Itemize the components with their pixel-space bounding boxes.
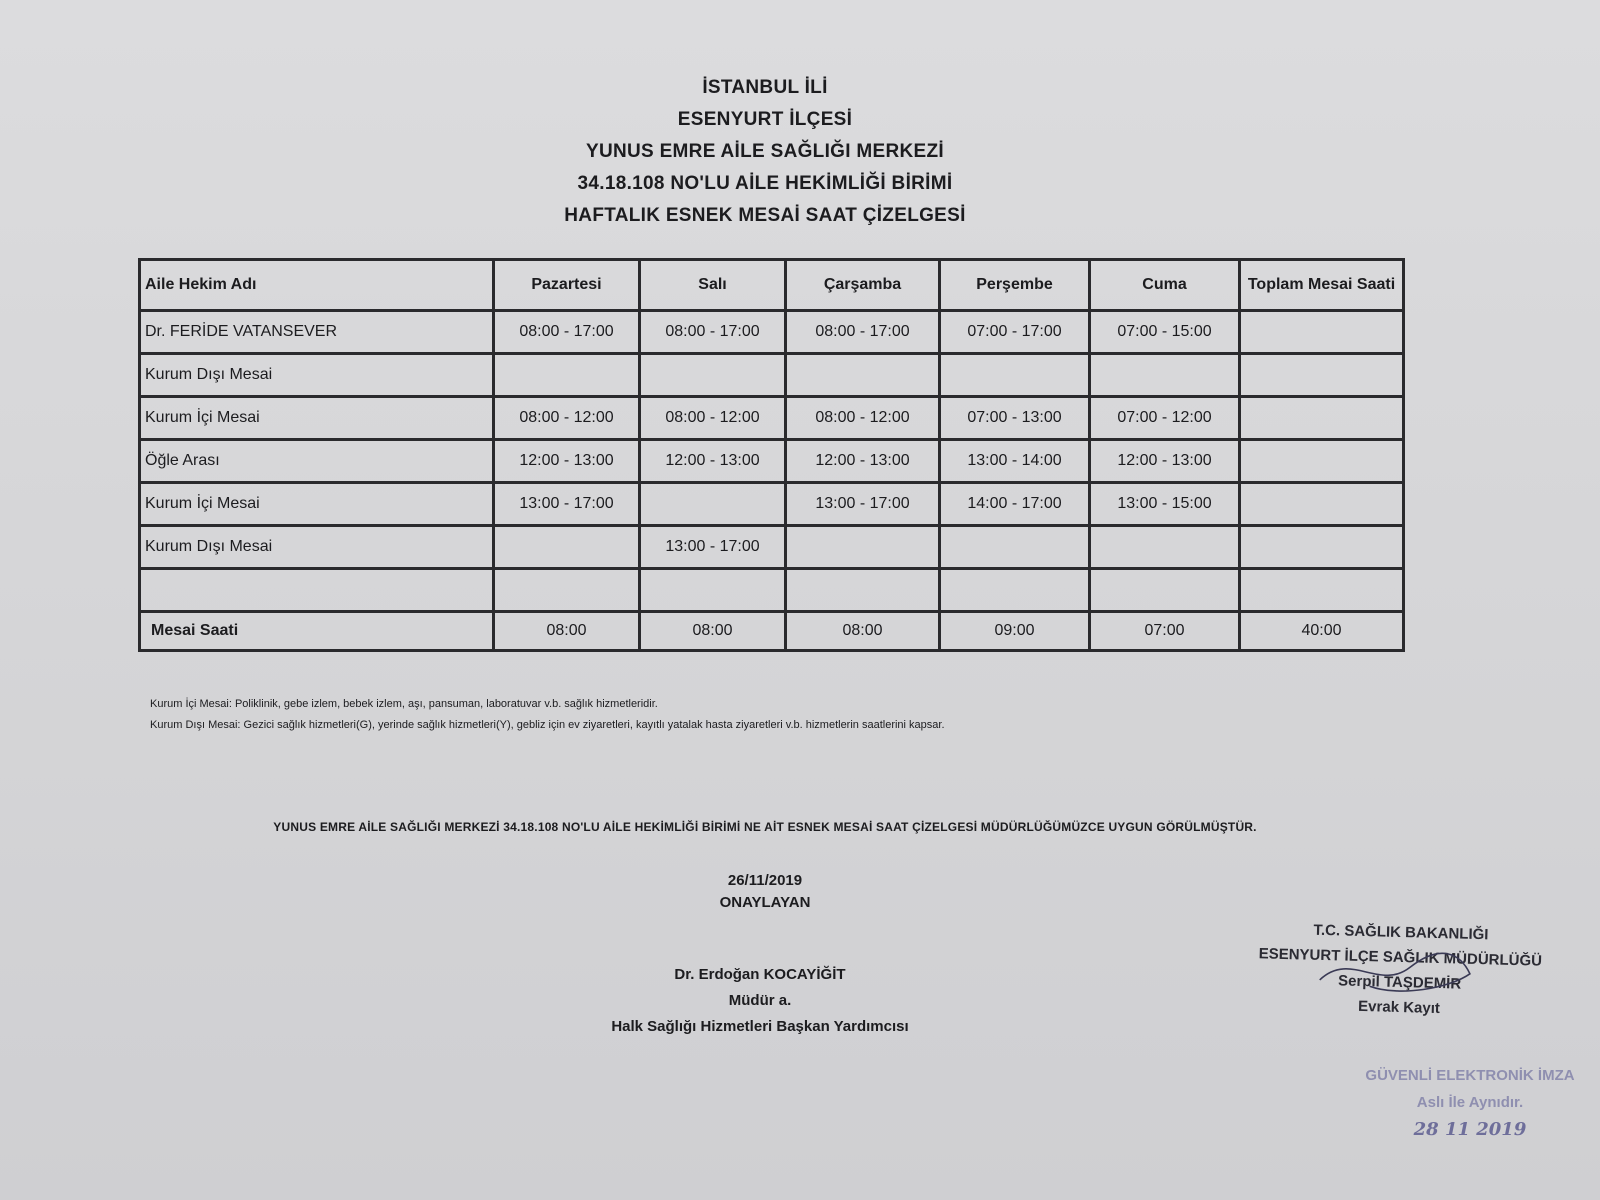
table-cell: 08:00 — [786, 612, 940, 651]
table-cell: 13:00 - 14:00 — [940, 440, 1090, 483]
table-row — [140, 440, 1404, 483]
table-cell — [640, 569, 786, 612]
table-row — [140, 354, 1404, 397]
signer-name: Dr. Erdoğan KOCAYİĞİT — [674, 966, 846, 983]
header-health-center: YUNUS EMRE AİLE SAĞLIĞI MERKEZİ — [585, 141, 944, 162]
table-cell: 13:00 - 17:00 — [786, 483, 940, 526]
table-cell — [940, 354, 1090, 397]
row-label: Kurum Dışı Mesai — [140, 354, 494, 397]
table-cell — [640, 483, 786, 526]
row-label: Kurum Dışı Mesai — [140, 526, 494, 569]
table-row — [140, 483, 1404, 526]
table-row — [140, 569, 1404, 612]
table-cell: 12:00 - 13:00 — [1090, 440, 1240, 483]
document-title: HAFTALIK ESNEK MESAİ SAAT ÇİZELGESİ — [564, 205, 966, 226]
table-cell — [494, 526, 640, 569]
schedule-table — [138, 258, 1405, 652]
table-row — [140, 526, 1404, 569]
stamp-directorate: ESENYURT İLÇE SAĞLIK MÜDÜRLÜĞÜ — [1258, 945, 1543, 970]
table-cell — [940, 526, 1090, 569]
row-label — [140, 569, 494, 612]
table-cell — [1090, 526, 1240, 569]
table-cell: 08:00 - 12:00 — [786, 397, 940, 440]
document-header — [0, 72, 1530, 232]
header-district: ESENYURT İLÇESİ — [677, 109, 853, 130]
row-label: Öğle Arası — [140, 440, 494, 483]
approval-statement: YUNUS EMRE AİLE SAĞLIĞI MERKEZİ 34.18.108 NO'LU AİLE HEKİMLİĞİ BİRİMİ NE AİT ESNEK MESAİ SAAT ÇİZELGESİ MÜDÜRLÜĞÜMÜZCE UYGUN GÖRÜLMÜŞTÜR. — [273, 820, 1257, 834]
column-header: Çarşamba — [786, 260, 940, 311]
table-cell — [1240, 440, 1404, 483]
row-label: Dr. FERİDE VATANSEVER — [140, 311, 494, 354]
header-province: İSTANBUL İLİ — [702, 77, 828, 98]
header-unit: 34.18.108 NO'LU AİLE HEKİMLİĞİ BİRİMİ — [577, 173, 953, 194]
signature-scribble — [1309, 940, 1481, 1004]
table-cell — [1240, 526, 1404, 569]
stamp-registry: Evrak Kayıt — [1357, 997, 1441, 1018]
table-cell: 08:00 - 12:00 — [494, 397, 640, 440]
table-cell — [1090, 354, 1240, 397]
table-cell: 12:00 - 13:00 — [494, 440, 640, 483]
table-header-row — [140, 260, 1404, 311]
table-cell — [1240, 569, 1404, 612]
table-cell: 13:00 - 15:00 — [1090, 483, 1240, 526]
signer-block — [560, 962, 960, 1040]
table-cell: 07:00 - 13:00 — [940, 397, 1090, 440]
table-cell — [786, 569, 940, 612]
table-cell: 07:00 - 17:00 — [940, 311, 1090, 354]
esign-true-copy: Aslı İle Aynıdır. — [1416, 1094, 1524, 1111]
column-header: Toplam Mesai Saati — [1240, 260, 1404, 311]
approver-title: ONAYLAYAN — [719, 894, 811, 911]
table-cell: 07:00 - 15:00 — [1090, 311, 1240, 354]
table-cell: 08:00 - 12:00 — [640, 397, 786, 440]
table-cell — [940, 569, 1090, 612]
column-header: Cuma — [1090, 260, 1240, 311]
signer-position: Halk Sağlığı Hizmetleri Başkan Yardımcısı — [611, 1018, 909, 1035]
table-cell — [1090, 569, 1240, 612]
total-row — [140, 612, 1404, 651]
table-cell — [1240, 397, 1404, 440]
note-internal-hours: Kurum İçi Mesai: Poliklinik, gebe izlem, bebek izlem, aşı, pansuman, laboratuvar v.b. sağlık hizmetleridir. — [150, 698, 658, 710]
table-cell: 12:00 - 13:00 — [640, 440, 786, 483]
table-cell — [494, 354, 640, 397]
column-header: Aile Hekim Adı — [140, 260, 494, 311]
column-header: Perşembe — [940, 260, 1090, 311]
table-cell: 14:00 - 17:00 — [940, 483, 1090, 526]
approval-block — [0, 870, 1530, 914]
table-cell: 08:00 - 17:00 — [786, 311, 940, 354]
footnotes — [150, 694, 945, 736]
table-cell: 07:00 - 12:00 — [1090, 397, 1240, 440]
table-cell: 08:00 — [640, 612, 786, 651]
registry-stamp — [1249, 916, 1552, 1024]
table-cell — [1240, 483, 1404, 526]
total-hours-cell: 40:00 — [1240, 612, 1404, 651]
table-cell — [494, 569, 640, 612]
stamp-ministry: T.C. SAĞLIK BAKANLIĞI — [1313, 921, 1489, 944]
column-header: Salı — [640, 260, 786, 311]
table-cell: 12:00 - 13:00 — [786, 440, 940, 483]
table-cell — [640, 354, 786, 397]
table-cell — [786, 526, 940, 569]
column-header: Pazartesi — [494, 260, 640, 311]
table-cell: 13:00 - 17:00 — [640, 526, 786, 569]
esign-handwritten-date: 28 11 2019 — [1413, 1119, 1527, 1140]
table-row — [140, 397, 1404, 440]
table-cell: 08:00 — [494, 612, 640, 651]
signer-role: Müdür a. — [728, 992, 792, 1009]
note-external-hours: Kurum Dışı Mesai: Gezici sağlık hizmetleri(G), yerinde sağlık hizmetleri(Y), gebliz için ev ziyaretleri, kayıtlı yatalak hasta ziyaretleri v.b. hizmetlerin saatlerini kapsar. — [150, 719, 945, 731]
e-signature-stamp — [1320, 1062, 1600, 1143]
row-label: Kurum İçi Mesai — [140, 397, 494, 440]
row-label: Mesai Saati — [140, 612, 494, 651]
table-cell: 08:00 - 17:00 — [640, 311, 786, 354]
table-cell — [786, 354, 940, 397]
table-cell — [1240, 354, 1404, 397]
esign-title: GÜVENLİ ELEKTRONİK İMZA — [1365, 1067, 1575, 1084]
stamp-officer: Serpil TAŞDEMİR — [1337, 972, 1462, 993]
table-cell: 09:00 — [940, 612, 1090, 651]
row-label: Kurum İçi Mesai — [140, 483, 494, 526]
table-row — [140, 311, 1404, 354]
approval-date: 26/11/2019 — [727, 872, 803, 889]
table-cell — [1240, 311, 1404, 354]
table-cell: 07:00 — [1090, 612, 1240, 651]
table-cell: 08:00 - 17:00 — [494, 311, 640, 354]
table-cell: 13:00 - 17:00 — [494, 483, 640, 526]
